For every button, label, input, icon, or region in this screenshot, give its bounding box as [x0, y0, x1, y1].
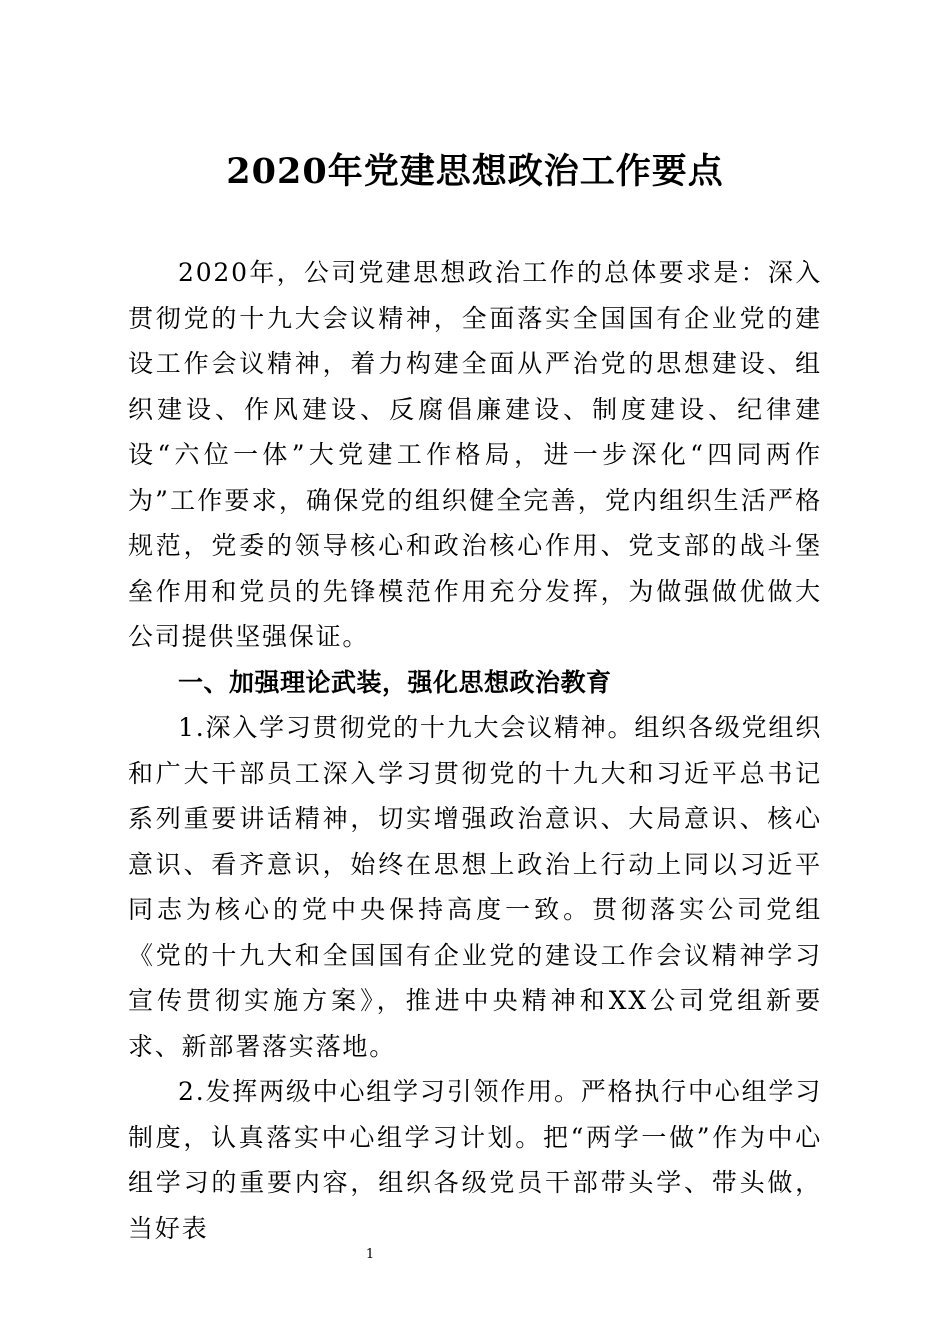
- list-item: [128, 1069, 822, 1251]
- section-heading: 一、加强理论武装，强化思想政治教育: [178, 667, 612, 697]
- item-title: 2.发挥两级中心组学习引领作用。: [178, 1077, 581, 1106]
- item-title: 1.深入学习贯彻党的十九大会议精神。: [178, 713, 635, 742]
- item-body: 组织各级党组织和广大干部员工深入学习贯彻党的十九大和习近平总书记系列重要讲话精神，切实增强政治意识、大局意识、核心意识、看齐意识，始终在思想上政治上行动上同以习近平同志为核心的党中央保持高度一致。贯彻落实公司党组《党的十九大和全国国有企业党的建设工作会议精神学习宣传贯彻实施方案》，推进中央精神和XX公司党组新要求、新部署落实落地。: [128, 713, 822, 1061]
- item-body: 严格执行中心组学习制度，认真落实中心组学习计划。把“两学一做”作为中心组学习的重要内容，组织各级党员干部带头学、带头做，当好表: [128, 1077, 822, 1243]
- document-body: [128, 250, 822, 1251]
- document-title: 2020年党建思想政治工作要点: [226, 151, 724, 192]
- intro-paragraph: 2020年，公司党建思想政治工作的总体要求是：深入贯彻党的十九大会议精神，全面落实全国国有企业党的建设工作会议精神，着力构建全面从严治党的思想建设、组织建设、作风建设、反腐倡廉建设、制度建设、纪律建设“六位一体”大党建工作格局，进一步深化“四同两作为”工作要求，确保党的组织健全完善，党内组织生活严格规范，党委的领导核心和政治核心作用、党支部的战斗堡垒作用和党员的先锋模范作用充分发挥，为做强做优做大公司提供坚强保证。: [128, 258, 822, 651]
- page-number: 1: [365, 1247, 375, 1262]
- list-item: [128, 705, 822, 1069]
